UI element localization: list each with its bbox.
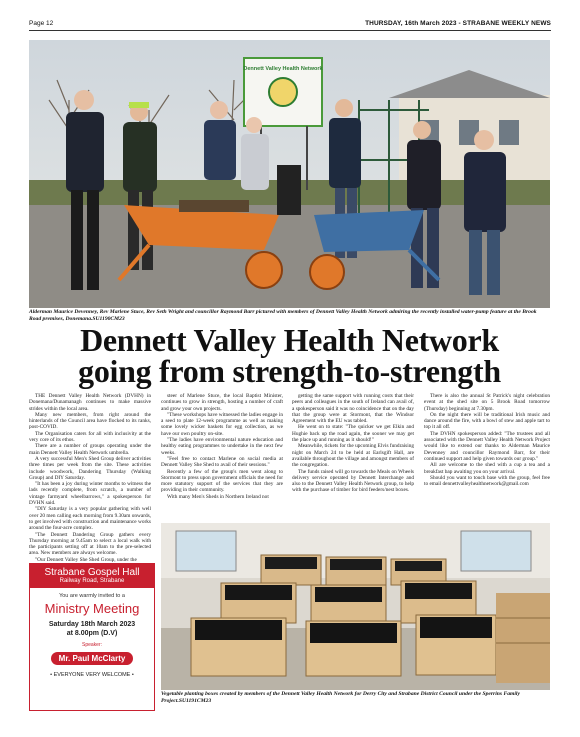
paragraph: The Organisation caters for all with inclusivity at the very core of its ethos.	[29, 430, 151, 444]
paragraph: There is also the annual St Patrick's night celebration event at the shed site on 5 Brook Road tomorrow (Thursday) beginning at 7.30pm.	[424, 393, 550, 412]
sign-text: Dennett Valley Health Network	[243, 66, 323, 72]
paragraph: Many new members, from right around the hinterlands of the Council area have flocked to its ranks, post-COVID.	[29, 411, 151, 431]
planters-photo	[161, 523, 550, 690]
paragraph: "DIY Saturday is a very popular gathering with well over 20 men calling each morning from 9.30am onwards, to get involved with construction and maintenance works around the four-acre complex.	[29, 506, 151, 532]
article-column-2	[161, 393, 283, 523]
advert-event: Ministry Meeting	[44, 601, 140, 616]
advert-speaker: Mr. Paul McClarty	[51, 652, 134, 665]
advert-subtitle: Railway Road, Strabane	[59, 578, 125, 584]
paragraph: The funds raised will go towards the Meals on Wheels delivery service operated by Dennett Interchange and also to the Dennett Valley Health Network group, to help with the purchase of timber for bird feeders/nest boxes.	[292, 468, 414, 494]
advert-footer: • EVERYONE VERY WELCOME •	[50, 672, 134, 678]
paragraph: All are welcome to the shed with a cup a tea and a breakfast bap awaiting you on your arrival.	[424, 462, 550, 475]
advert-date	[30, 620, 154, 638]
paragraph: A very successful Men's Shed Group deliver activities three times per week from the site. These activities include woodwork, Dandering Thursday (Walking Group) and DIY Saturday.	[29, 455, 151, 481]
paragraph: "The ladies have environmental nature education and healthy eating programmes to undertake in the next few weeks.	[161, 437, 283, 456]
dateline: THURSDAY, 16th March 2023 - STRABANE WEEKLY NEWS	[365, 20, 551, 27]
paragraph: Recently a few of the group's men went along to Stormont to press upon government officials the need for more statutory support of the services that they are providing in their community.	[161, 468, 283, 494]
main-photo-illustration	[29, 40, 550, 308]
advert-header	[30, 564, 154, 588]
paragraph: Meanwhile, tickets for the upcoming Elvis fundraising night on March 24 to be held at Earlsgift Hall, are available throughout the village and amongst members of the congregation.	[292, 443, 414, 469]
main-photo-caption: Alderman Maurice Devenney, Rev Marlene Stuce, Rev Seth Wright and councillor Raymond Barr pictured with members of Dennett Valley Health Network admiring the recently installed water-pump feature at the Brook Road premises, Donemana.SU1190CM23	[29, 309, 537, 322]
article-column-4	[424, 393, 550, 523]
header-rule	[29, 30, 551, 31]
gospel-hall-advert	[29, 563, 155, 711]
paragraph: "Feel free to contact Marlene on social media at Dennett Valley She Shed to avail of their sessions."	[161, 455, 283, 469]
headline-line-2: going from strength-to-strength	[78, 353, 501, 389]
article-column-3	[292, 393, 414, 523]
paragraph: Should you want to touch base with the group, feel free to email dennettvalleyhealthnetwork@gmail.com	[424, 474, 550, 488]
planters-photo-illustration	[161, 523, 550, 690]
advert-invite: You are warmly invited to a	[59, 593, 125, 599]
main-photo	[29, 40, 550, 308]
paragraph: On the night there will be traditional Irish music and dance around the fire, with a bowl of stew and apple tart to top it all off.	[424, 411, 550, 431]
advert-speaker-label: Speaker:	[81, 642, 102, 648]
paragraph: "The Dennett Dandering Group gathers every Thursday morning at 9.45am to select a local walk with the participants setting off at 10am to the pre-selected area. New members are always welcome.	[29, 531, 151, 557]
paragraph: There are a number of groups operating under the main Dennett Valley Health Network umbrella.	[29, 443, 151, 456]
paragraph: With many Men's Sheds in Northern Ireland not	[167, 493, 269, 500]
paragraph: He went on to state: "The quicker we get Elkin and Hughie back up the road again, the sooner we may get the place up and running as it should!"	[292, 424, 414, 444]
article-column-1	[29, 393, 151, 563]
paragraph: getting the same support with running costs that their peers and colleagues in the south of Ireland can avail of, a spokesperson said it was no coincidence that on the day that the group were at Stormont, that the Windsor Agreement with the EU was tabled.	[292, 393, 414, 425]
planters-photo-caption: Vegetable planting boxes created by members of the Dennett Valley Health Network for Derry City and Strabane District Council under the Sperrins Family Project.SU1191CM23	[161, 691, 520, 704]
paragraph: "These workshops have witnessed the ladies engage in a seed to plate 12-week programme as well as making some lovely wicker baskets for egg collection, as we have our own poultry on-site.	[161, 411, 283, 437]
paragraph: THE Dennett Valley Health Network (DVHN) in Donemana/Dunamanagh continues to make massive strides within the local area.	[29, 393, 151, 412]
advert-title: Strabane Gospel Hall	[44, 567, 140, 578]
paragraph: "Our Dennett Valley She Shed Group, under the	[35, 556, 137, 563]
headline	[29, 322, 550, 389]
paragraph: The DVHN spokesperson added: "The trustees and all associated with the Dennett Valley Health Network Project would like to extend our thanks to Alderman Maurice Devenney and councillor Raymond Barr, for their continued support and help given towards our group."	[424, 430, 550, 462]
headline-line-1: Dennett Valley Health Network	[80, 322, 499, 358]
paragraph: steer of Marlene Stuce, the local Baptist Minister, continues to grow in strength, hosting a number of craft and grow your own projects.	[161, 393, 283, 412]
page-number: Page 12	[29, 20, 54, 27]
paragraph: "It has been a joy during winter months to witness the lads recently complete, from scratch, a number of vintage farmyard wheelbarrows," a spokesperson for DVHN said.	[29, 481, 151, 507]
advert-time-line: at 8.00pm (D.V)	[66, 630, 118, 637]
advert-date-line: Saturday 18th March 2023	[48, 621, 136, 628]
